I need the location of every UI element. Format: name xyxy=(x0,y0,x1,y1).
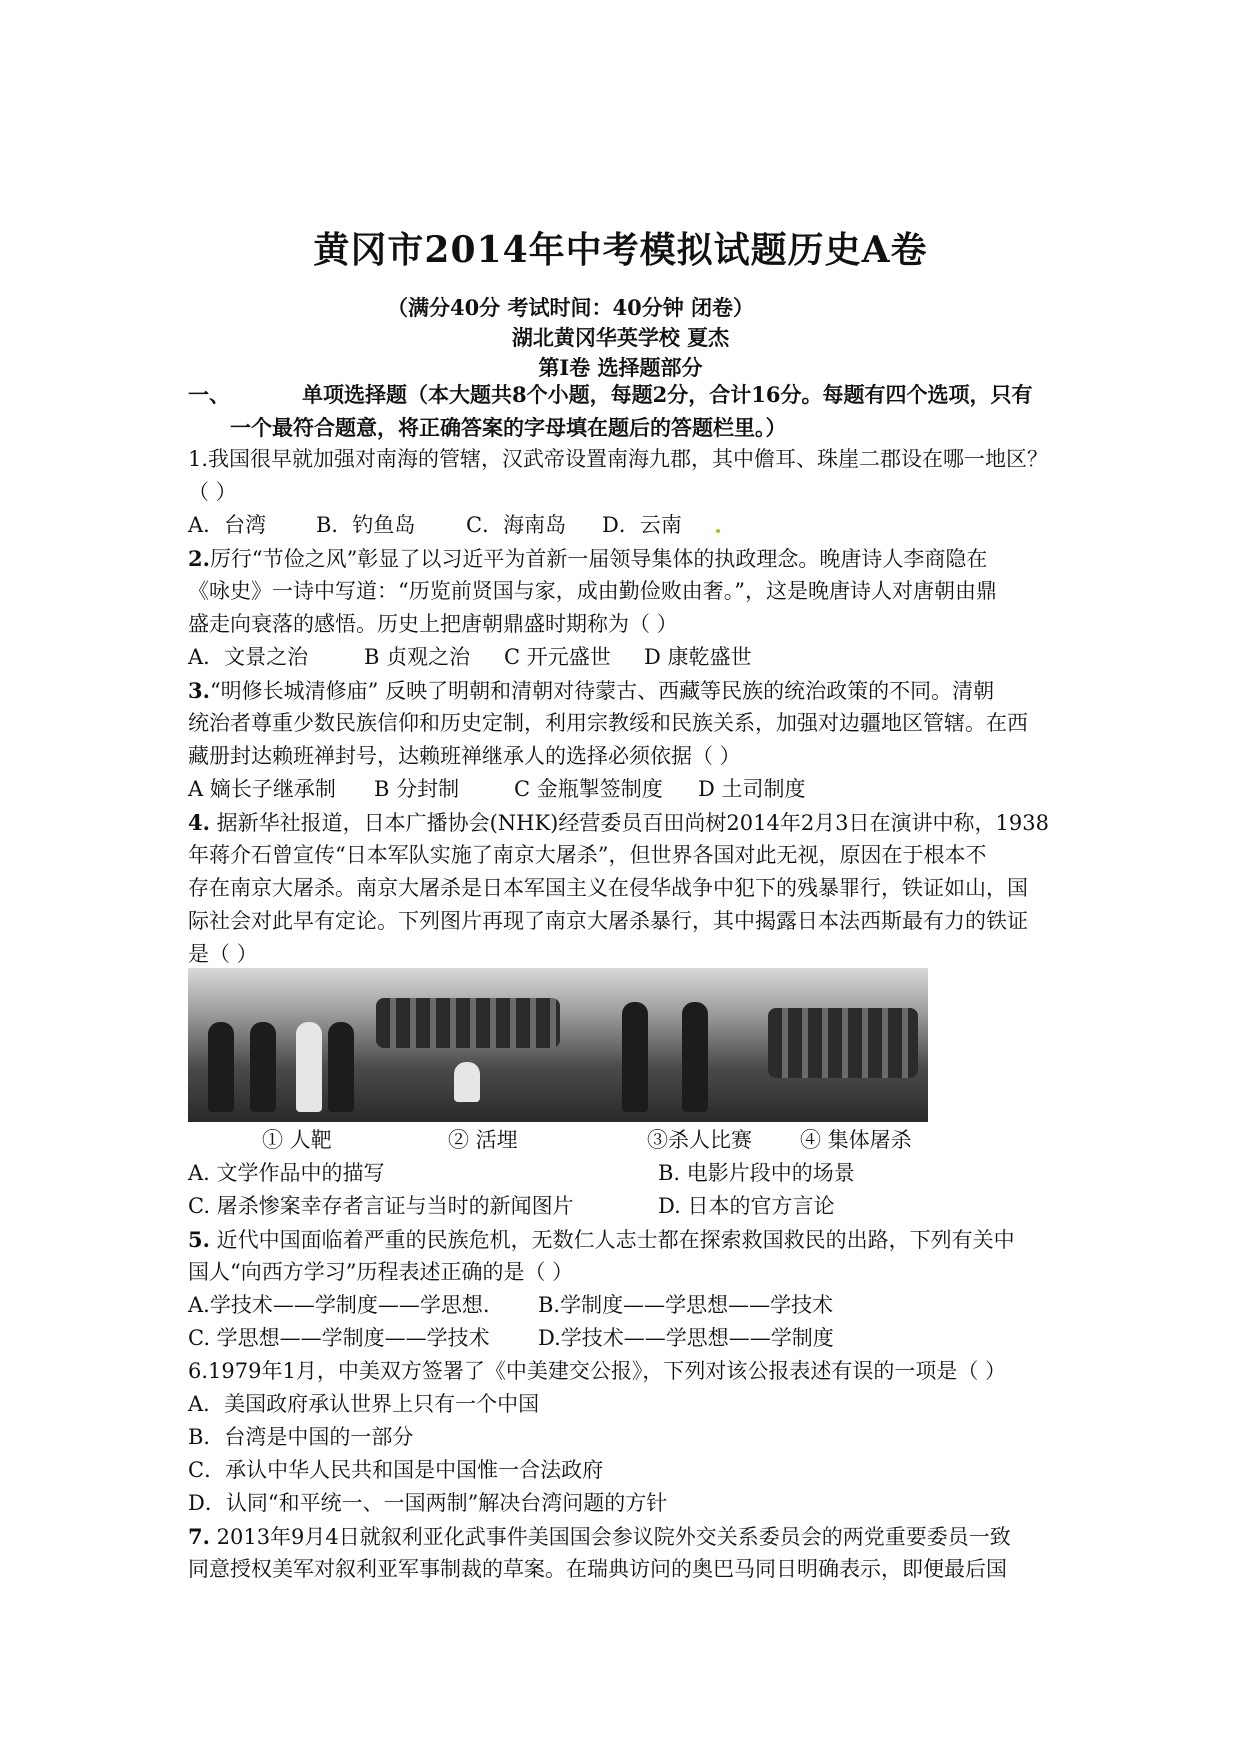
question-3-number: 3. xyxy=(188,678,210,703)
option-a: A. 文学作品中的描写 xyxy=(188,1161,385,1185)
question-3-options xyxy=(188,773,1048,806)
option-a: A．文景之治 xyxy=(188,645,309,669)
question-2-options xyxy=(188,641,1048,674)
option-b: B.学制度——学思想——学技术 xyxy=(538,1293,834,1317)
option-c: C. 学思想——学制度——学技术 xyxy=(188,1326,490,1350)
question-1-line-2: （ ） xyxy=(188,480,237,504)
question-4-line-5: 是（ ） xyxy=(188,942,258,966)
question-6 xyxy=(188,1355,1048,1520)
stray-mark xyxy=(716,529,720,533)
question-4-options xyxy=(188,1157,1048,1223)
question-4 xyxy=(188,806,1048,971)
question-4-line-4: 际社会对此早有定论。下列图片再现了南京大屠杀暴行，其中揭露日本法西斯最有力的铁证 xyxy=(188,909,1028,933)
page-title: 黄冈市2014年中考模拟试题历史A卷 xyxy=(313,229,928,271)
option-b: B 贞观之治 xyxy=(364,645,471,669)
option-c: C 开元盛世 xyxy=(504,645,611,669)
question-7 xyxy=(188,1520,1048,1586)
exam-info: （满分40分 考试时间：40分钟 闭卷） xyxy=(386,295,755,320)
photo-mass-massacre xyxy=(758,968,928,1122)
question-5-line-1: 近代中国面临着严重的民族危机，无数仁人志士都在探索救国救民的出路，下列有关中 xyxy=(209,1228,1015,1252)
section-line-2: 一个最符合题意，将正确答案的字母填在题后的答题栏里。） xyxy=(230,415,787,440)
question-5-line-2: 国人“向西方学习”历程表述正确的是（ ） xyxy=(188,1260,574,1284)
question-4-line-1: 据新华社报道，日本广播协会(NHK)经营委员百田尚树2014年2月3日在演讲中称，1938 xyxy=(209,811,1049,835)
question-2 xyxy=(188,542,1048,674)
option-a: A．美国政府承认世界上只有一个中国 xyxy=(188,1392,540,1416)
question-5-number: 5. xyxy=(188,1227,210,1252)
question-5 xyxy=(188,1223,1048,1355)
question-2-line-2: 《咏史》一诗中写道：“历览前贤国与家，成由勤俭败由奢。”，这是晚唐诗人对唐朝由鼎 xyxy=(188,579,997,603)
option-c: C. 屠杀惨案幸存者言证与当时的新闻图片 xyxy=(188,1194,574,1218)
option-d: D．认同“和平统一、一国两制”解决台湾问题的方针 xyxy=(188,1491,668,1515)
question-3-line-2: 统治者尊重少数民族信仰和历史定制，利用宗教绥和民族关系，加强对边疆地区管辖。在西 xyxy=(188,711,1028,735)
question-4-line-2: 年蒋介石曾宣传“日本军队实施了南京大屠杀”，但世界各国对此无视，原因在于根本不 xyxy=(188,843,987,867)
massacre-photo-strip xyxy=(188,968,928,1122)
option-b: B. 电影片段中的场景 xyxy=(658,1161,855,1185)
option-a: A 嫡长子继承制 xyxy=(188,777,336,801)
caption-1: ① 人靶 xyxy=(262,1128,332,1152)
option-a: A.学技术——学制度——学思想. xyxy=(188,1293,490,1317)
question-4-number: 4. xyxy=(188,810,210,835)
question-7-line-1: 2013年9月4日就叙利亚化武事件美国国会参议院外交关系委员会的两党重要委员一致 xyxy=(209,1525,1011,1549)
section-heading xyxy=(188,378,1068,444)
caption-4: ④ 集体屠杀 xyxy=(800,1128,912,1152)
question-2-line-1: 厉行“节俭之风”彰显了以习近平为首新一届领导集体的执政理念。晚唐诗人李商隐在 xyxy=(209,547,988,571)
option-b: B．钓鱼岛 xyxy=(316,513,416,537)
option-c: C．海南岛 xyxy=(466,513,567,537)
photo-human-target xyxy=(188,968,364,1122)
question-2-line-3: 盛走向衰落的感悟。历史上把唐朝鼎盛时期称为（ ） xyxy=(188,612,678,636)
question-3-line-3: 藏册封达赖班禅封号，达赖班禅继承人的选择必须依据（ ） xyxy=(188,744,741,768)
question-1-options xyxy=(188,509,1048,542)
option-d: D 康乾盛世 xyxy=(644,645,752,669)
option-d: D．云南 xyxy=(602,513,682,537)
author-line: 湖北黄冈华英学校 夏杰 xyxy=(511,325,730,350)
option-b: B．台湾是中国的一部分 xyxy=(188,1425,414,1449)
question-1 xyxy=(188,443,1048,542)
question-4-line-3: 存在南京大屠杀。南京大屠杀是日本军国主义在侵华战争中犯下的残暴罪行，铁证如山，国 xyxy=(188,876,1028,900)
photo-captions xyxy=(188,1124,928,1156)
option-d: D. 日本的官方言论 xyxy=(658,1194,835,1218)
caption-2: ② 活埋 xyxy=(448,1128,518,1152)
question-2-number: 2. xyxy=(188,546,210,571)
question-1-line-1: 1.我国很早就加强对南海的管辖，汉武帝设置南海九郡，其中儋耳、珠崖二郡设在哪一地区？ xyxy=(188,447,1049,471)
section-number: 一、 xyxy=(188,382,230,407)
caption-3: ③杀人比赛 xyxy=(647,1128,752,1152)
section-line-1: 单项选择题（本大题共8个小题，每题2分，合计16分。每题有四个选项，只有 xyxy=(302,382,1033,407)
option-d: D.学技术——学思想——学制度 xyxy=(538,1326,834,1350)
volume-heading: 第Ⅰ卷 选择题部分 xyxy=(538,355,703,380)
option-a: A．台湾 xyxy=(188,513,267,537)
question-7-number: 7. xyxy=(188,1524,210,1549)
option-c: C．承认中华人民共和国是中国惟一合法政府 xyxy=(188,1458,604,1482)
question-3-line-1: “明修长城清修庙” 反映了明朝和清朝对待蒙古、西藏等民族的统治政策的不同。清朝 xyxy=(209,679,995,703)
option-b: B 分封制 xyxy=(374,777,460,801)
question-6-line-1: 6.1979年1月，中美双方签署了《中美建交公报》，下列对该公报表述有误的一项是（ ） xyxy=(188,1359,1007,1383)
option-c: C 金瓶掣签制度 xyxy=(514,777,663,801)
option-d: D 土司制度 xyxy=(698,777,806,801)
photo-killing-contest xyxy=(572,968,758,1122)
question-7-line-2: 同意授权美军对叙利亚军事制裁的草案。在瑞典访问的奥巴马同日明确表示，即便最后国 xyxy=(188,1557,1007,1581)
photo-buried-alive xyxy=(364,968,572,1122)
question-3 xyxy=(188,674,1048,806)
